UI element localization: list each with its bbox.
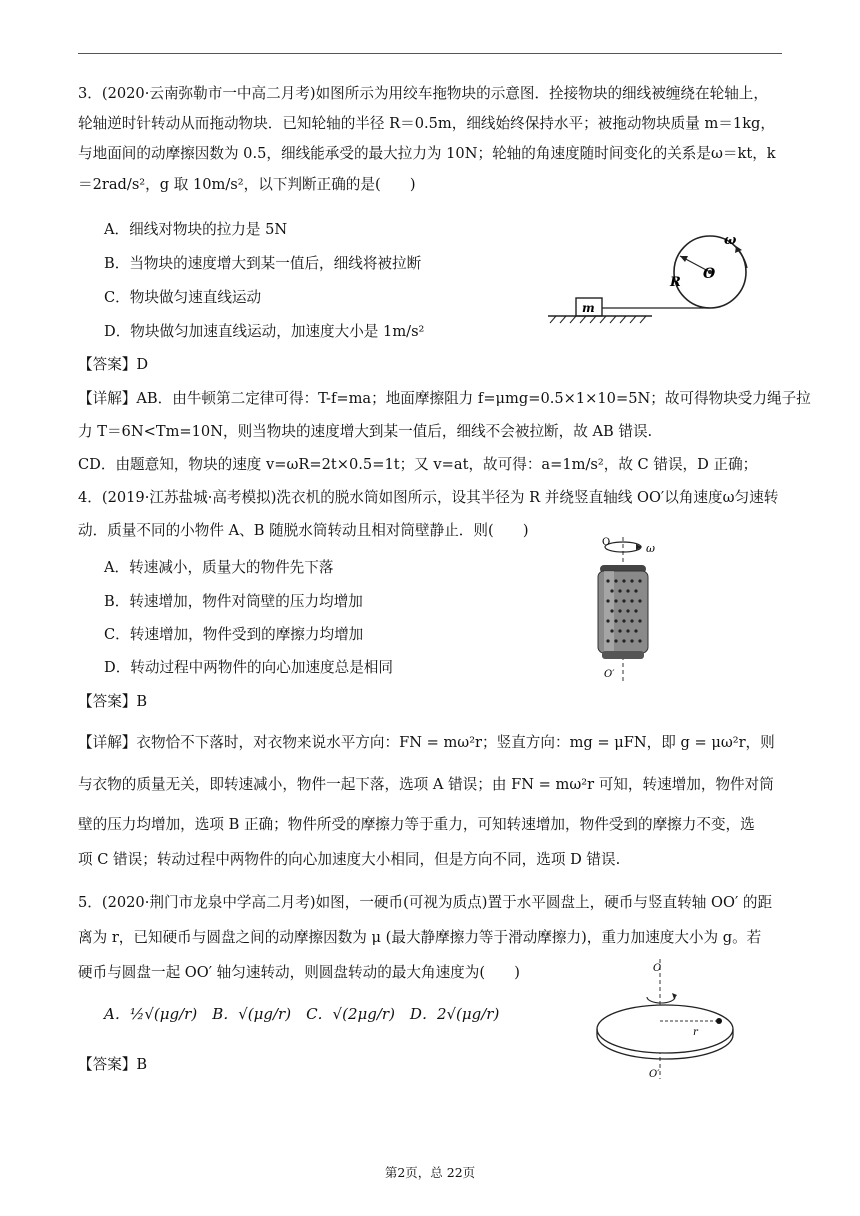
q4-line-2: 动．质量不同的小物件 A、B 随脱水筒转动且相对筒壁静止．则( ) xyxy=(78,522,529,539)
q5-line-1: 5．(2020·荆门市龙泉中学高二月考)如图，一硬币(可视为质点)置于水平圆盘上，硬币与竖直转轴 OO′ 的距 xyxy=(78,894,773,911)
q5-line-2: 离为 r，已知硬币与圆盘之间的动摩擦因数为 μ (最大静摩擦力等于滑动摩擦力)，重力加速度大小为 g。若 xyxy=(78,929,762,946)
disk-bottom-axis-label: O′ xyxy=(649,1069,660,1080)
disk-top-axis-label: O xyxy=(653,963,662,974)
rotating-disk-figure xyxy=(595,955,745,1085)
page-footer: 第2页，总 22页 xyxy=(384,1165,476,1180)
q5-line-3: 硬币与圆盘一起 OO′ 轴匀速转动，则圆盘转动的最大角速度为( ) xyxy=(78,964,520,981)
q3-explain-3: CD．由题意知，物块的速度 v=ωR=2t×0.5=1t；又 v=at，故可得：a=1m/s²，故 C 错误，D 正确； xyxy=(78,456,758,473)
q4-explain-2: 与衣物的质量无关，即转速减小，物件一起下落，选项 A 错误；由 FN = mω²r 可知，转速增加，物件对筒 xyxy=(78,776,774,793)
q4-option-b: B．转速增加，物件对筒壁的压力均增加 xyxy=(104,593,363,610)
q3-line-3: 与地面间的动摩擦因数为 0.5，细线能承受的最大拉力为 10N；轮轴的角速度随时间变化的关系是ω＝kt，k xyxy=(78,145,776,162)
q3-option-c: C．物块做匀速直线运动 xyxy=(104,289,262,306)
q3-explain-2: 力 T＝6N<Tm=10N，则当物块的速度增大到某一值后，细线不会被拉断，故 AB 错误. xyxy=(78,423,653,440)
q4-option-a: A．转速减小，质量大的物件先下落 xyxy=(104,559,334,576)
q4-explain-1: 【详解】衣物恰不下落时，对衣物来说水平方向：FN = mω²r；竖直方向：mg = μFN，即 g = μω²r，则 xyxy=(78,734,775,751)
q3-option-d: D．物块做匀加速直线运动，加速度大小是 1m/s² xyxy=(104,323,425,340)
winch-center-label: O xyxy=(703,266,716,282)
q5-answer: 【答案】B xyxy=(78,1056,148,1073)
q3-line-2: 轮轴逆时针转动从而拖动物块．已知轮轴的半径 R＝0.5m，细线始终保持水平；被拖动物块质量 m＝1kg， xyxy=(78,115,775,132)
winch-radius-label: R xyxy=(670,275,681,290)
q4-answer: 【答案】B xyxy=(78,693,148,710)
q5-options: A．½√(μg/r) B．√(μg/r) C．√(2μg/r) D．2√(μg/r) xyxy=(104,1005,500,1023)
q3-option-a: A．细线对物块的拉力是 5N xyxy=(104,221,288,238)
drum-bottom-label: O′ xyxy=(604,669,615,680)
q3-explain-1: 【详解】AB．由牛顿第二定律可得：T-f=ma；地面摩擦阻力 f=μmg=0.5×1×10=5N；故可得物块受力绳子拉 xyxy=(78,390,811,407)
q4-line-1: 4．(2019·江苏盐城·高考模拟)洗衣机的脱水筒如图所示，设其半径为 R 并绕竖直轴线 OO′以角速度ω匀速转 xyxy=(78,489,779,506)
drum-omega-label: ω xyxy=(646,542,655,555)
spin-drum-figure xyxy=(578,535,668,685)
drum-top-label: O xyxy=(602,537,611,548)
q4-option-d: D．转动过程中两物件的向心加速度总是相同 xyxy=(104,659,393,676)
disk-radius-label: r xyxy=(693,1027,698,1038)
q4-explain-3: 壁的压力均增加，选项 B 正确；物件所受的摩擦力等于重力，可知转速增加，物件受到的摩擦力不变，选 xyxy=(78,816,755,833)
header-rule xyxy=(78,53,782,54)
block-mass-label: m xyxy=(582,301,595,315)
winch-omega-label: ω xyxy=(724,233,737,248)
winch-figure xyxy=(540,228,760,328)
q3-option-b: B．当物块的速度增大到某一值后，细线将被拉断 xyxy=(104,255,422,272)
q3-line-1: 3．(2020·云南弥勒市一中高二月考)如图所示为用绞车拖物块的示意图．拴接物块的细线被缠绕在轮轴上， xyxy=(78,85,768,102)
q3-line-4: ＝2rad/s²，g 取 10m/s²，以下判断正确的是( ) xyxy=(78,176,416,193)
q3-answer: 【答案】D xyxy=(78,356,149,373)
q4-option-c: C．转速增加，物件受到的摩擦力均增加 xyxy=(104,626,364,643)
q4-explain-4: 项 C 错误；转动过程中两物件的向心加速度大小相同，但是方向不同，选项 D 错误. xyxy=(78,851,621,868)
